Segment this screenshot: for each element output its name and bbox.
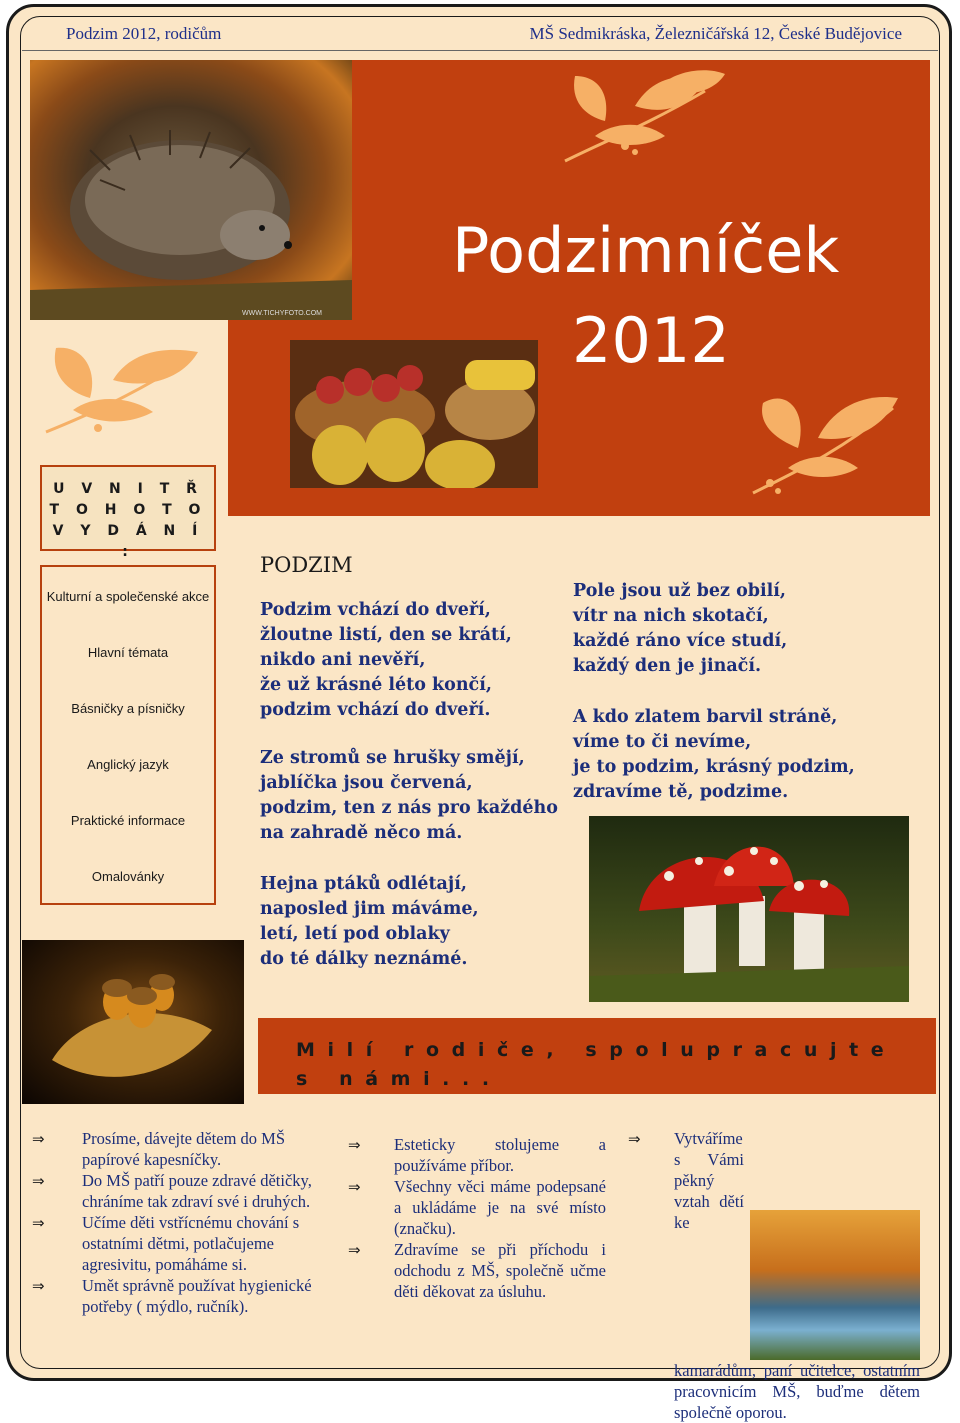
leaf-sprig-icon: [748, 383, 908, 503]
arrow-icon: ⇒: [32, 1172, 45, 1190]
leaf-sprig-icon: [38, 340, 208, 440]
toc-item[interactable]: Básničky a písničky: [71, 701, 185, 716]
poem-stanza: A kdo zlatem barvil stráně, víme to či nevíme, je to podzim, krásný podzim, zdravíme tě, podzime.: [573, 707, 855, 802]
list-item: ⇒ Esteticky stolujeme a používáme příbor.: [348, 1135, 606, 1175]
title-line-2: 2012: [572, 304, 730, 377]
header-right: MŠ Sedmikráska, Železničářská 12, České Budějovice: [529, 24, 902, 43]
list-item: ⇒ Zdravíme se při příchodu i odchodu z MŠ, společně učme děti děkovat za úsluhu.: [348, 1240, 606, 1301]
banner-text: Milí rodiče, spolupracujte s námi...: [296, 1039, 897, 1090]
fly-agaric-photo: [589, 816, 909, 1002]
toc-item[interactable]: Kulturní a společenské akce: [46, 589, 210, 604]
list-item: ⇒ Učíme děti vstřícnému chování s ostatními dětmi, potlačujeme agresivitu, pomáháme si.: [32, 1213, 300, 1274]
arrow-icon: ⇒: [628, 1130, 641, 1148]
table-of-contents: [40, 565, 216, 905]
header-rule: [22, 50, 938, 51]
arrow-icon: ⇒: [348, 1136, 361, 1154]
inside-line-3: V Y D Á N Í :: [52, 523, 204, 560]
list-item: ⇒ Prosíme, dávejte dětem do MŠ papírové kapesníčky.: [32, 1129, 286, 1169]
arrow-icon: ⇒: [348, 1241, 361, 1259]
bullet-column: [344, 1134, 606, 1302]
arrow-icon: ⇒: [32, 1130, 45, 1148]
title-line-1: Podzimníček: [452, 214, 840, 287]
list-item: ⇒ Do MŠ patří pouze zdravé dětičky, chráníme tak zdraví své i druhých.: [32, 1171, 312, 1211]
list-item: ⇒ Všechny věci máme podepsané a ukládáme je na své místo (značku).: [348, 1177, 606, 1238]
toc-item[interactable]: Omalovánky: [91, 869, 165, 884]
arrow-icon: ⇒: [32, 1277, 45, 1295]
toc-item[interactable]: Praktické informace: [70, 813, 186, 828]
poem-stanza: Pole jsou už bez obilí, vítr na nich skotačí, každé ráno více studí, každý den je jinačí.: [573, 581, 788, 676]
poem-stanza: Podzim vchází do dveří, žloutne listí, den se krátí, nikdo ani nevěří, že už krásné léto končí, podzim vchází do dveří.: [260, 600, 512, 720]
arrow-icon: ⇒: [32, 1214, 45, 1232]
list-item: ⇒ Vytváříme s Vámi pěkný vztah dětí ke kamarádům, paní učitelce, ostatním pracovnicím MŠ, buďme dětem společně oporou.: [628, 1129, 920, 1422]
poem-stanza: Ze stromů se hrušky smějí, jablíčka jsou červená, podzim, ten z nás pro každého na zahradě něco má.: [260, 748, 558, 843]
inside-line-2: T O H O T O: [49, 502, 207, 518]
leaf-sprig-icon: [555, 66, 735, 171]
header-left: Podzim 2012, rodičům: [66, 24, 222, 43]
inside-line-1: U V N I T Ř: [53, 481, 203, 497]
bullet-column: [28, 1128, 318, 1317]
arrow-icon: ⇒: [348, 1178, 361, 1196]
poem-heading: PODZIM: [260, 553, 353, 577]
parents-banner: [258, 1018, 936, 1094]
toc-item[interactable]: Anglický jazyk: [87, 757, 169, 772]
toc-item[interactable]: Hlavní témata: [87, 645, 169, 660]
list-item: ⇒ Umět správně používat hygienické potřeby ( mýdlo, ručník).: [32, 1276, 312, 1316]
acorns-photo: [22, 940, 244, 1104]
inside-this-issue-box: [40, 465, 216, 560]
photo-watermark: WWW.TICHYFOTO.COM: [242, 310, 322, 317]
river-photo-float: [750, 1210, 920, 1360]
bullet-column: [624, 1128, 920, 1423]
fruit-basket-photo: [290, 340, 538, 488]
hedgehog-photo: [30, 60, 352, 320]
poem-stanza: Hejna ptáků odlétají, naposled jim máváme, letí, letí pod oblaky do té dálky neznámé.: [260, 874, 479, 969]
